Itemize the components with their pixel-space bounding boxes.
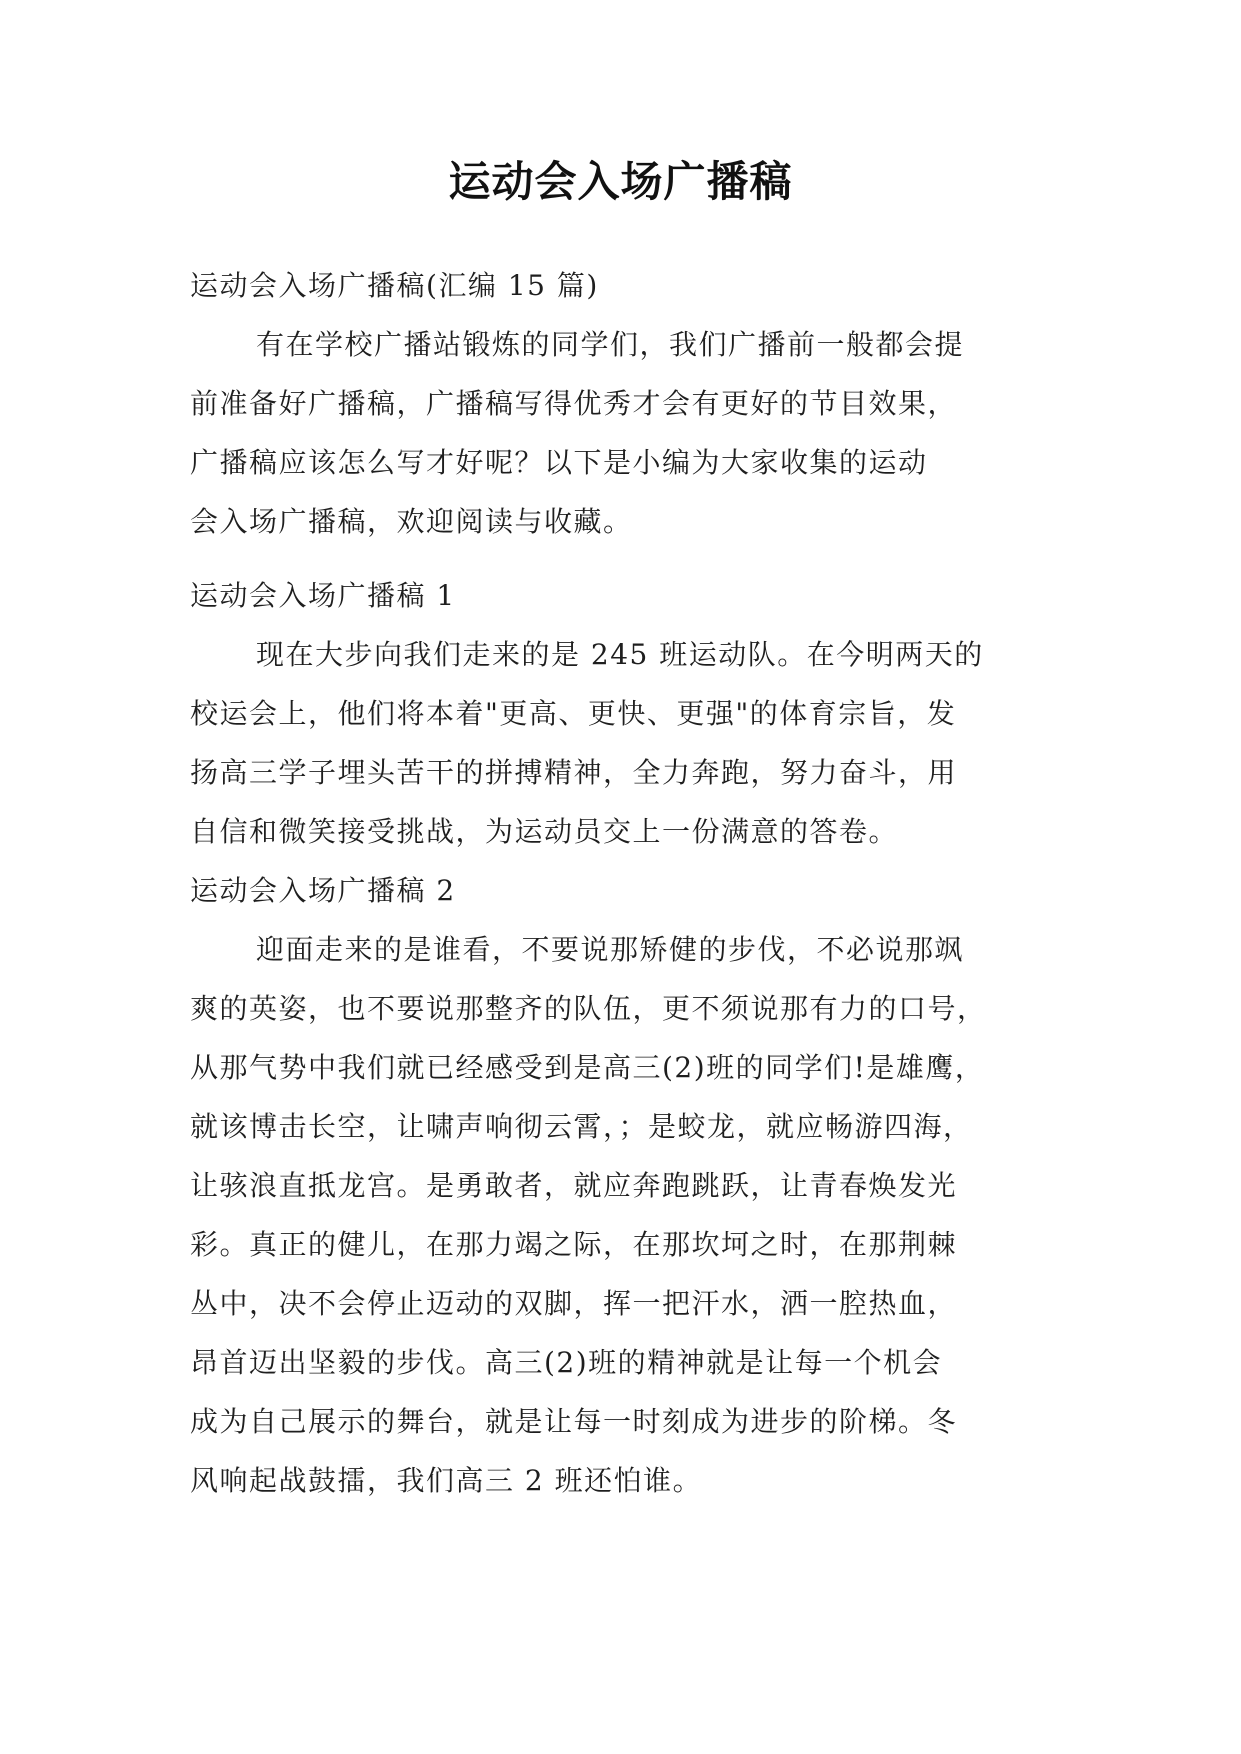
- section-heading: 运动会入场广播稿 2: [190, 874, 456, 907]
- section-line: 校运会上，他们将本着"更高、更快、更强"的体育宗旨，发: [190, 697, 957, 730]
- section-line: 成为自己展示的舞台，就是让每一时刻成为进步的阶梯。冬: [190, 1405, 958, 1438]
- section-line: 爽的英姿，也不要说那整齐的队伍，更不须说那有力的口号，: [190, 992, 987, 1025]
- section-line: 扬高三学子埋头苦干的拼搏精神，全力奔跑，努力奋斗，用: [190, 756, 958, 789]
- section-line: 就该博击长空，让啸声响彻云霄，；是蛟龙，就应畅游四海，: [190, 1110, 973, 1143]
- sections-block: [190, 566, 1070, 1510]
- section-line: 从那气势中我们就已经感受到是高三(2)班的同学们!是雄鹰，: [190, 1051, 985, 1084]
- intro-block: [190, 256, 1070, 551]
- section-heading: 运动会入场广播稿 1: [190, 579, 456, 612]
- section-line: 自信和微笑接受挑战，为运动员交上一份满意的答卷。: [190, 815, 899, 848]
- section-line: 风响起战鼓擂，我们高三 2 班还怕谁。: [190, 1464, 703, 1497]
- document-title: 运动会入场广播稿: [448, 157, 793, 206]
- section-line: 迎面走来的是谁看，不要说那矫健的步伐，不必说那飒: [256, 933, 965, 966]
- section-line: 现在大步向我们走来的是 245 班运动队。在今明两天的: [256, 638, 984, 671]
- section-line: 丛中，决不会停止迈动的双脚，挥一把汗水，洒一腔热血，: [190, 1287, 958, 1320]
- section-line: 彩。真正的健儿，在那力竭之际，在那坎坷之时，在那荆棘: [190, 1228, 958, 1261]
- intro-line: 有在学校广播站锻炼的同学们，我们广播前一般都会提: [256, 328, 965, 361]
- intro-line: 广播稿应该怎么写才好呢？以下是小编为大家收集的运动: [190, 446, 928, 479]
- section-line: 让骇浪直抵龙宫。是勇敢者，就应奔跑跳跃，让青春焕发光: [190, 1169, 958, 1202]
- intro-line: 前准备好广播稿，广播稿写得优秀才会有更好的节目效果，: [190, 387, 958, 420]
- document-subtitle: 运动会入场广播稿(汇编 15 篇): [190, 269, 599, 302]
- section-line: 昂首迈出坚毅的步伐。高三(2)班的精神就是让每一个机会: [190, 1346, 943, 1379]
- intro-line: 会入场广播稿，欢迎阅读与收藏。: [190, 505, 633, 538]
